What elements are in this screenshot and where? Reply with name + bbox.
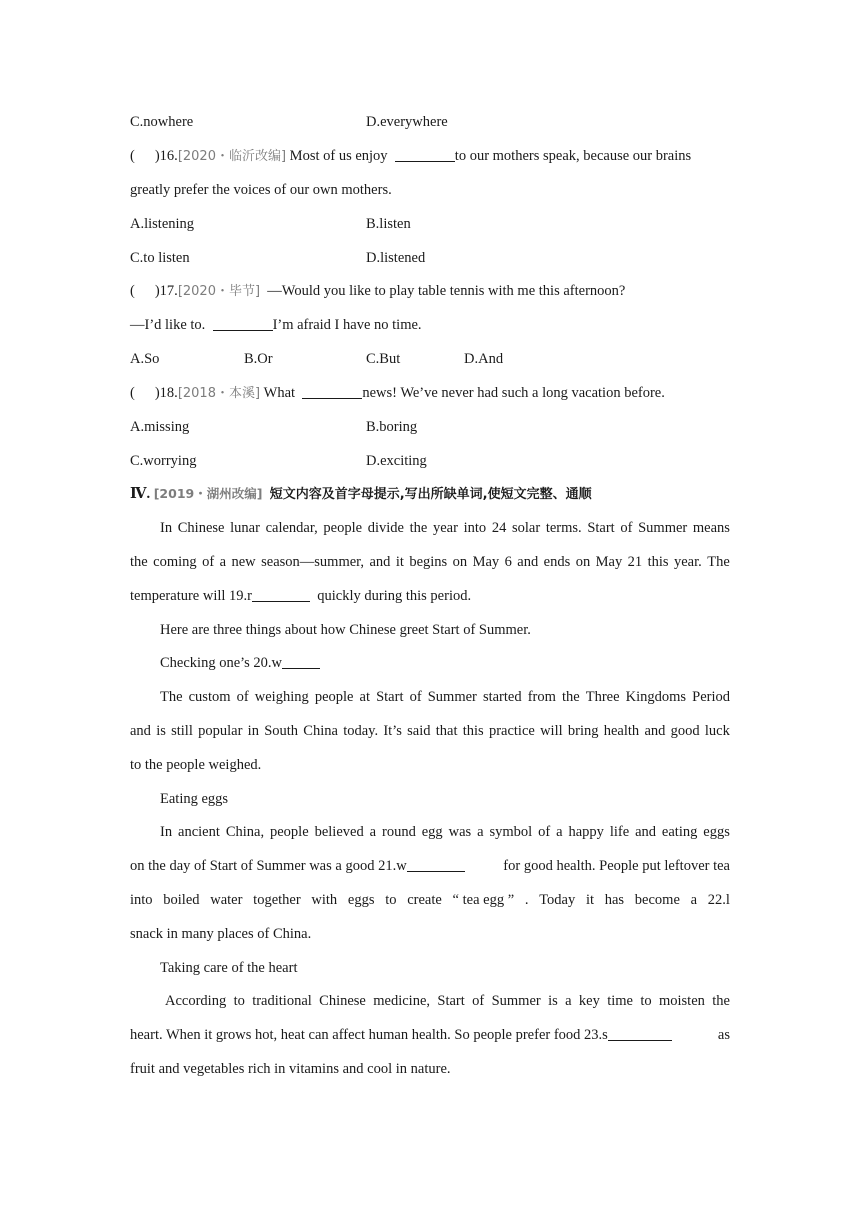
word: China (303, 723, 338, 739)
question-source: [2018・本溪] (177, 386, 261, 401)
word: luck (704, 723, 730, 739)
word: it (395, 554, 404, 570)
option-text: B.Or (244, 351, 273, 367)
word: and (635, 824, 656, 840)
option-text: C.worrying (130, 453, 197, 469)
word: a (556, 824, 563, 840)
question-text: greatly prefer the voices of our own mothers. (130, 182, 392, 198)
passage-line (160, 620, 531, 640)
option-text: A.So (130, 351, 160, 367)
section-source: [2019・湖州改编] (153, 486, 263, 501)
word: eggs (347, 892, 375, 908)
word: happy (568, 824, 604, 840)
word: The (707, 554, 730, 570)
word: symbol (489, 824, 533, 840)
word: weighing (254, 689, 309, 705)
option-b-18 (366, 417, 417, 437)
answer-blank[interactable] (252, 587, 310, 602)
word: Summer (427, 689, 477, 705)
question-number: )18. (154, 385, 178, 401)
word: egg (421, 824, 443, 840)
word: moisten (658, 993, 705, 1009)
word: will (540, 723, 563, 739)
question-source: [2020・临沂改编] (177, 149, 287, 164)
word: of (409, 689, 422, 705)
word: of (202, 554, 215, 570)
word: believed (314, 824, 364, 840)
passage-text: Checking one’s 20.w (160, 655, 283, 671)
word: and (369, 554, 391, 570)
word: traditional (252, 993, 312, 1009)
word: May (595, 554, 623, 570)
question-text: —Would you like to play table tennis with me this afternoon? (267, 283, 626, 299)
word: popular (198, 723, 243, 739)
passage-line (165, 991, 730, 1011)
passage-line (160, 687, 730, 707)
passage-text: heart. When it grows hot, heat can affect human health. So people prefer food 23.s (130, 1027, 608, 1043)
word: to (385, 892, 397, 908)
word: The (160, 689, 183, 705)
word: Period (692, 689, 730, 705)
word: was (448, 824, 472, 840)
word: solar (511, 520, 541, 536)
question-17-cont (130, 315, 422, 335)
word: new (231, 554, 256, 570)
passage-text (130, 1025, 672, 1045)
word: this (462, 723, 484, 739)
passage-line (130, 856, 730, 876)
passage-line (130, 552, 730, 572)
word: time (607, 993, 633, 1009)
subheading (160, 653, 320, 673)
word: on (575, 554, 591, 570)
word: Three (585, 689, 620, 705)
word: 22.l (707, 892, 730, 908)
word: a (369, 824, 377, 840)
passage-text: on the day of Start of Summer was a good 21.w (130, 858, 407, 874)
option-text: C.to listen (130, 250, 190, 266)
passage-text: temperature will 19.r (130, 588, 252, 604)
word: eggs (703, 824, 730, 840)
word: and (644, 723, 666, 739)
answer-paren: ( (130, 283, 135, 299)
word: this (647, 554, 669, 570)
question-text: news! We’ve never had such a long vacation before. (362, 385, 665, 401)
word: said (407, 723, 431, 739)
word: It’s (383, 723, 402, 739)
word: Start (437, 993, 465, 1009)
option-text: A.listening (130, 216, 195, 232)
word: bring (567, 723, 599, 739)
word: of (236, 689, 249, 705)
answer-blank[interactable] (213, 316, 273, 331)
section-heading (130, 484, 592, 505)
option-b-17 (244, 349, 273, 369)
word: into (130, 892, 153, 908)
word: coming (153, 554, 197, 570)
word: the (409, 520, 428, 536)
passage-text: for good health. People put leftover tea (503, 858, 730, 874)
word: and (517, 554, 539, 570)
word: year. (674, 554, 702, 570)
passage-text: to the people weighed. (130, 757, 262, 773)
option-d-15 (366, 112, 448, 132)
question-18 (130, 383, 665, 404)
word: started (482, 689, 522, 705)
word: the (561, 689, 580, 705)
word: boiled (163, 892, 200, 908)
word: today. (343, 723, 379, 739)
word: medicine, (373, 993, 431, 1009)
word: practice (488, 723, 535, 739)
option-a-18 (130, 417, 189, 437)
answer-blank[interactable] (407, 857, 465, 872)
word: Today (539, 892, 576, 908)
answer-blank[interactable] (608, 1026, 672, 1041)
question-text: What (263, 385, 296, 401)
passage-line (130, 755, 261, 775)
word: 6 (504, 554, 512, 570)
option-text: D.listened (366, 250, 426, 266)
passage-line (130, 890, 730, 910)
option-d-17 (464, 349, 503, 369)
word: Summer (491, 993, 541, 1009)
passage-text: Eating eggs (160, 791, 229, 807)
word: divide (367, 520, 404, 536)
answer-blank[interactable] (302, 384, 362, 399)
answer-blank[interactable] (395, 147, 455, 162)
word: create (407, 892, 442, 908)
option-d-16 (366, 248, 425, 268)
word: eating (661, 824, 698, 840)
word: terms. (545, 520, 582, 536)
passage-line (130, 1059, 451, 1079)
word: together (253, 892, 301, 908)
word: of (472, 993, 485, 1009)
word: the (712, 993, 730, 1009)
word: at (359, 689, 371, 705)
word: Kingdoms (625, 689, 687, 705)
word: that (435, 723, 458, 739)
passage-line (130, 721, 730, 741)
option-a-16 (130, 214, 194, 234)
question-text: Most of us enjoy (289, 148, 388, 164)
question-number: )17. (154, 283, 178, 299)
answer-paren: ( (130, 385, 135, 401)
option-text: D.everywhere (366, 114, 448, 130)
word: with (311, 892, 338, 908)
subheading (160, 789, 228, 809)
word: custom (188, 689, 231, 705)
passage-text: fruit and vegetables rich in vitamins and cool in nature. (130, 1061, 451, 1077)
word: lunar (230, 520, 260, 536)
word: According (165, 993, 227, 1009)
word: ends (543, 554, 571, 570)
option-text: D.exciting (366, 453, 427, 469)
answer-paren: ( (130, 148, 135, 164)
passage-text: Taking care of the heart (160, 960, 298, 976)
word: is (156, 723, 166, 739)
option-text: D.And (464, 351, 504, 367)
option-d-18 (366, 451, 427, 471)
word: it (585, 892, 595, 908)
word: means (692, 520, 730, 536)
word: year (432, 520, 458, 536)
word: to (640, 993, 652, 1009)
passage-text (130, 856, 465, 876)
option-a-17 (130, 349, 159, 369)
word: on (452, 554, 468, 570)
word: good (670, 723, 700, 739)
question-text: to our mothers speak, because our brains (454, 148, 692, 164)
passage-line (130, 586, 471, 606)
passage-text: as (717, 1027, 730, 1043)
word: South (264, 723, 299, 739)
word: become (634, 892, 680, 908)
word: Start (587, 520, 615, 536)
word: 21 (627, 554, 643, 570)
word: of (538, 824, 551, 840)
word: key (578, 993, 600, 1009)
word: calendar, (265, 520, 318, 536)
option-text: A.missing (130, 419, 190, 435)
question-17 (130, 281, 625, 302)
word: the (130, 554, 148, 570)
word: round (381, 824, 416, 840)
option-c-16 (130, 248, 190, 268)
passage-line (130, 1025, 730, 1045)
passage-line (160, 822, 730, 842)
word: health (603, 723, 640, 739)
subheading (160, 958, 297, 978)
word: a (219, 554, 227, 570)
word: to (233, 993, 245, 1009)
word: Summer (638, 520, 688, 536)
answer-blank[interactable] (282, 654, 320, 669)
word: people (314, 689, 354, 705)
passage-text: Here are three things about how Chinese greet Start of Summer. (160, 622, 531, 638)
passage-text: quickly during this period. (317, 588, 472, 604)
word: still (171, 723, 193, 739)
word: In (160, 824, 173, 840)
option-text: B.listen (366, 216, 411, 232)
question-text: —I’d like to. (130, 317, 206, 333)
option-c-18 (130, 451, 196, 471)
word: Chinese (319, 993, 366, 1009)
word: “ tea egg ” (452, 892, 515, 908)
word: season—summer, (261, 554, 365, 570)
passage-text: snack in many places of China. (130, 926, 312, 942)
option-b-16 (366, 214, 411, 234)
passage-line (130, 924, 311, 944)
question-source: [2020・毕节] (177, 284, 261, 299)
question-16 (130, 146, 691, 167)
word: into (463, 520, 487, 536)
word: 24 (491, 520, 507, 536)
word: people (323, 520, 363, 536)
option-text: C.But (366, 351, 401, 367)
word: May (472, 554, 500, 570)
word: ancient (178, 824, 220, 840)
section-instruction: 短文内容及首字母提示,写出所缺单词,使短文完整、通顺 (269, 487, 592, 502)
option-text: B.boring (366, 419, 418, 435)
word: a (565, 993, 572, 1009)
question-text: I’m afraid I have no time. (272, 317, 422, 333)
word: and (130, 723, 151, 739)
section-numeral: Ⅳ. (130, 486, 151, 502)
question-number: )16. (154, 148, 178, 164)
word: Chinese (177, 520, 225, 536)
question-16-cont (130, 180, 392, 200)
word: a (477, 824, 484, 840)
word: China, (225, 824, 265, 840)
word: begins (409, 554, 448, 570)
word: life (609, 824, 630, 840)
word: a (690, 892, 698, 908)
word: of (620, 520, 633, 536)
option-c-17 (366, 349, 400, 369)
word: people (270, 824, 309, 840)
word: Start (376, 689, 404, 705)
passage-line (160, 518, 730, 538)
word: in (247, 723, 259, 739)
word: water (210, 892, 243, 908)
word: . (524, 892, 529, 908)
word: from (527, 689, 556, 705)
option-c-15 (130, 112, 193, 132)
word: In (160, 520, 173, 536)
word: has (604, 892, 625, 908)
word: is (548, 993, 558, 1009)
option-text: C.nowhere (130, 114, 194, 130)
